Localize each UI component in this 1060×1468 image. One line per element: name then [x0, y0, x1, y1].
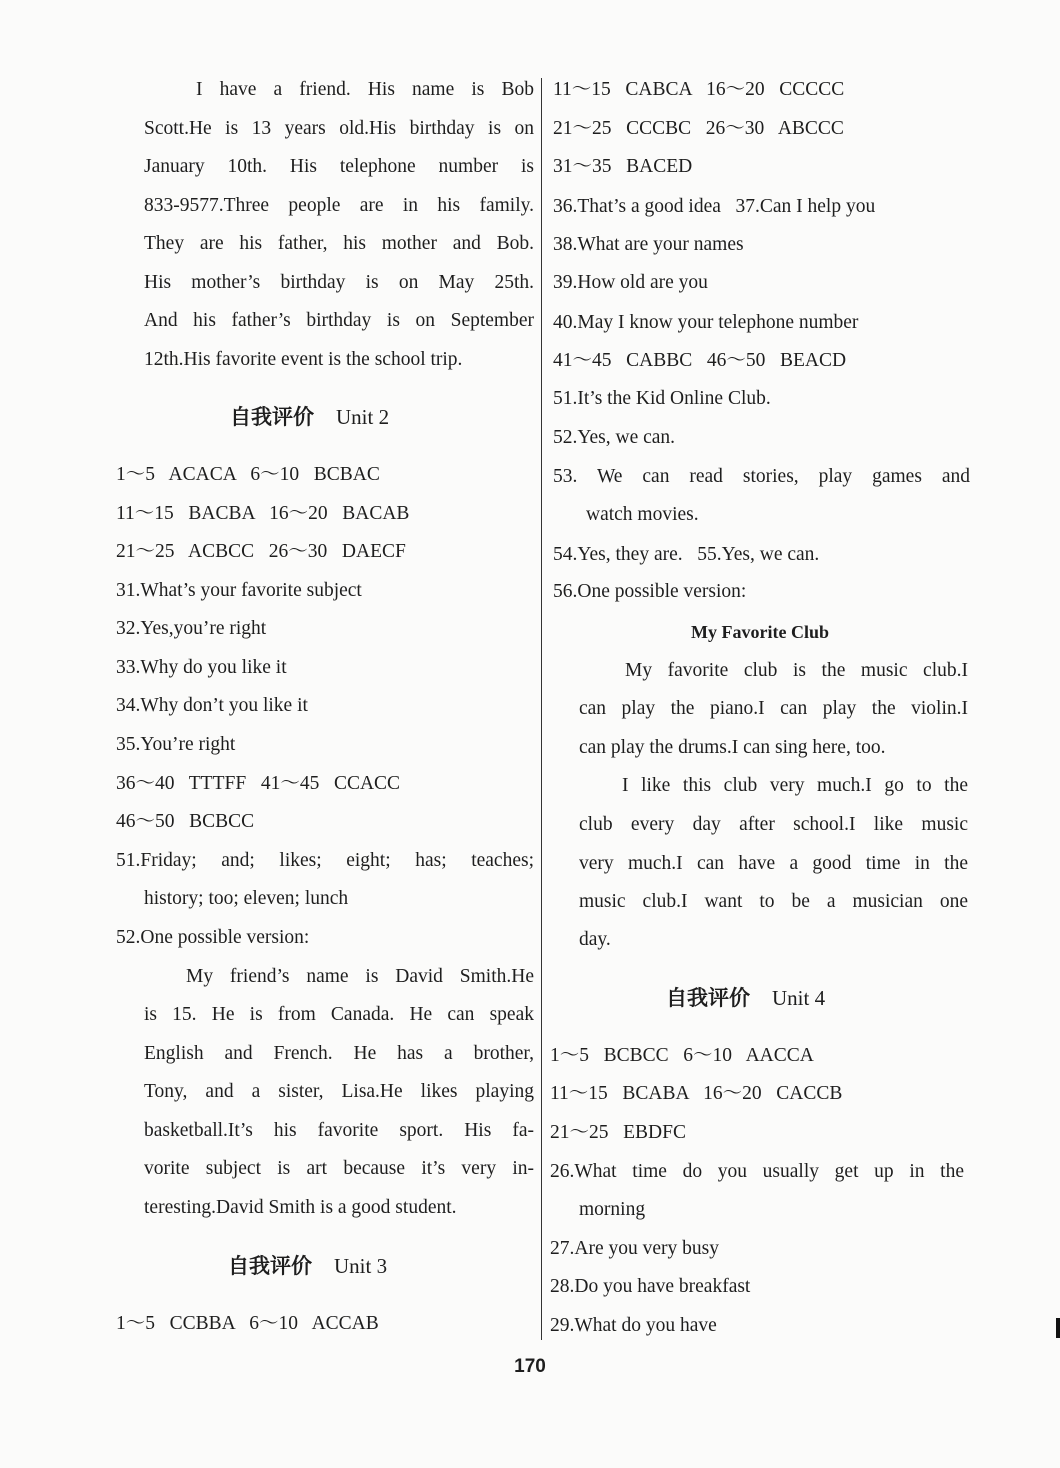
section-heading-unit-4 — [666, 984, 825, 1012]
answer-line: 34.Why don’t you like it — [116, 695, 308, 716]
answer-line: 51.It’s the Kid Online Club. — [553, 388, 771, 409]
essay-line: English and French. He has a brother, — [144, 1043, 534, 1064]
page-number: 170 — [514, 1356, 546, 1377]
answer-line: 11～15 BACBA 16～20 BACAB — [116, 503, 410, 524]
text-line: 833-9577.Three people are in his family. — [144, 195, 534, 216]
heading-label: 自我评价 — [228, 1254, 312, 1278]
answer-line: 56.One possible version: — [553, 581, 747, 602]
answer-line: 28.Do you have breakfast — [550, 1276, 751, 1297]
essay-line: basketball.It’s his favorite sport. His fa- — [144, 1120, 534, 1141]
text-line: And his father’s birthday is on September — [144, 310, 534, 331]
answer-line: 31～35 BACED — [553, 156, 693, 177]
answer-line: watch movies. — [586, 504, 699, 525]
answer-line: 52.One possible version: — [116, 927, 310, 948]
answer-line: 29.What do you have — [550, 1315, 717, 1336]
answer-line: morning — [579, 1199, 646, 1220]
answer-line: 11～15 BCABA 16～20 CACCB — [550, 1083, 843, 1104]
answer-line: 41～45 CABBC 46～50 BEACD — [553, 350, 847, 371]
essay-line: club every day after school.I like music — [579, 814, 968, 835]
text-line: His mother’s birthday is on May 25th. — [144, 272, 534, 293]
essay-line: can play the piano.I can play the violin.I — [579, 698, 968, 719]
text-line: They are his father, his mother and Bob. — [144, 233, 534, 254]
answer-line: 21～25 ACBCC 26～30 DAECF — [116, 541, 406, 562]
heading-unit: Unit 4 — [772, 986, 826, 1010]
answer-line: 53. We can read stories, play games and — [553, 466, 970, 487]
essay-line: can play the drums.I can sing here, too. — [579, 737, 886, 758]
essay-line: Tony, and a sister, Lisa.He likes playing — [144, 1081, 534, 1102]
essay-line: day. — [579, 929, 611, 950]
answer-line: 38.What are your names — [553, 234, 744, 255]
section-heading-unit-3 — [228, 1252, 387, 1280]
answer-line: 21～25 CCCBC 26～30 ABCCC — [553, 118, 844, 139]
answer-line: 51.Friday; and; likes; eight; has; teaches; — [116, 850, 534, 871]
answer-line: 46～50 BCBCC — [116, 811, 255, 832]
answer-line: 1～5 BCBCC 6～10 AACCA — [550, 1045, 814, 1066]
essay-line: is 15. He is from Canada. He can speak — [144, 1004, 534, 1025]
answer-line: history; too; eleven; lunch — [144, 888, 349, 909]
answer-line: 36.That’s a good idea 37.Can I help you — [553, 196, 876, 217]
heading-unit: Unit 2 — [336, 405, 390, 429]
column-divider — [541, 78, 542, 1340]
answer-line: 40.May I know your telephone number — [553, 312, 859, 333]
answer-line: 31.What’s your favorite subject — [116, 580, 362, 601]
text-line: Scott.He is 13 years old.His birthday is on — [144, 118, 534, 139]
answer-line: 33.Why do you like it — [116, 657, 287, 678]
heading-label: 自我评价 — [666, 986, 750, 1010]
answer-line: 1～5 ACACA 6～10 BCBAC — [116, 464, 380, 485]
section-heading-unit-2 — [230, 403, 389, 431]
essay-line: vorite subject is art because it’s very in- — [144, 1158, 534, 1179]
text-line: I have a friend. His name is Bob — [196, 79, 534, 100]
answer-line: 11～15 CABCA 16～20 CCCCC — [553, 79, 845, 100]
answer-line: 26.What time do you usually get up in the — [550, 1161, 964, 1182]
answer-line: 35.You’re right — [116, 734, 236, 755]
answer-line: 52.Yes, we can. — [553, 427, 676, 448]
essay-line: I like this club very much.I go to the — [622, 775, 968, 796]
answer-line: 32.Yes,you’re right — [116, 618, 267, 639]
text-line: January 10th. His telephone number is — [144, 156, 534, 177]
text-line: 12th.His favorite event is the school trip. — [144, 349, 463, 370]
answer-line: 54.Yes, they are. 55.Yes, we can. — [553, 544, 820, 565]
heading-label: 自我评价 — [230, 405, 314, 429]
answer-line: 39.How old are you — [553, 272, 708, 293]
essay-line: My favorite club is the music club.I — [625, 660, 968, 681]
essay-line: music club.I want to be a musician one — [579, 891, 968, 912]
heading-unit: Unit 3 — [334, 1254, 388, 1278]
essay-line: very much.I can have a good time in the — [579, 853, 968, 874]
essay-line: My friend’s name is David Smith.He — [186, 966, 534, 987]
answer-line: 27.Are you very busy — [550, 1238, 719, 1259]
answer-line: 1～5 CCBBA 6～10 ACCAB — [116, 1313, 379, 1334]
essay-title: My Favorite Club — [691, 622, 829, 642]
edge-mark — [1056, 1318, 1060, 1338]
answer-line: 36～40 TTTFF 41～45 CCACC — [116, 773, 401, 794]
essay-line: teresting.David Smith is a good student. — [144, 1197, 457, 1218]
answer-line: 21～25 EBDFC — [550, 1122, 686, 1143]
